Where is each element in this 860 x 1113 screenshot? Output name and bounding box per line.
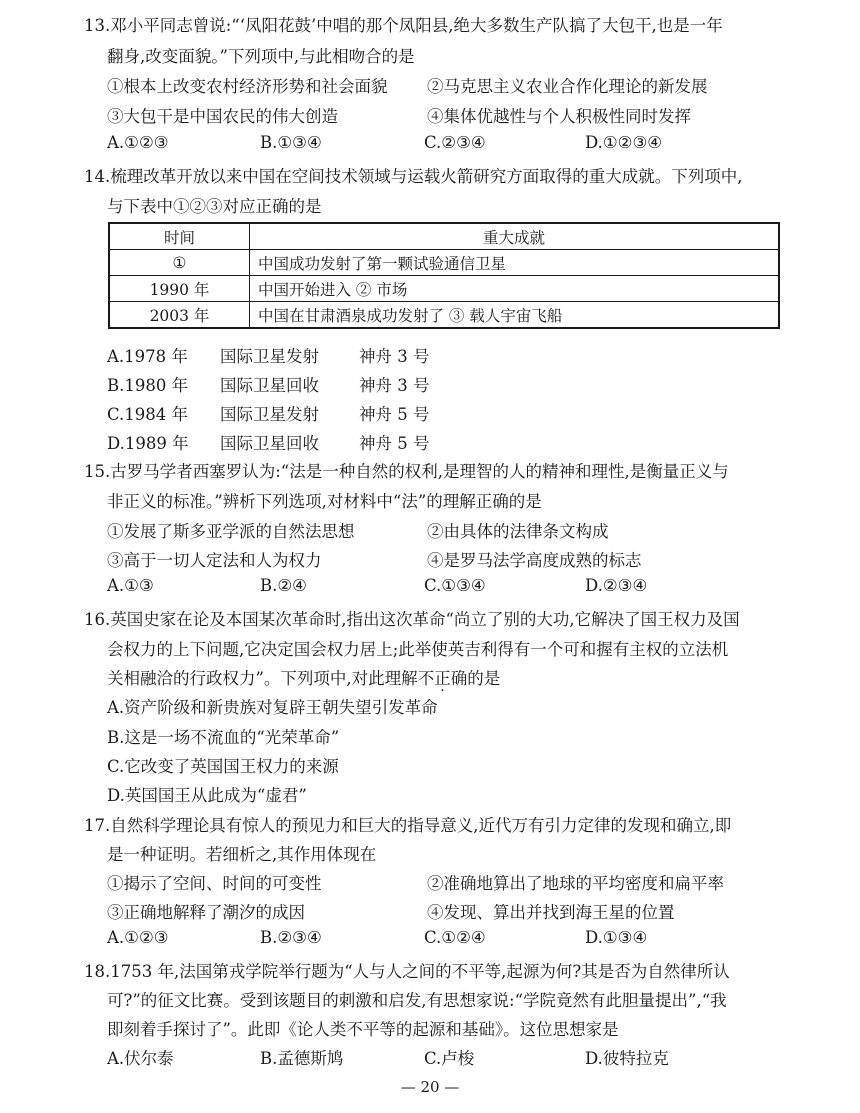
q15-stem-line1: 15.古罗马学者西塞罗认为:“法是一种自然的权利,是理智的人的精神和理性,是衡量正义与	[84, 462, 729, 481]
q17-option-c: C.①②④	[424, 928, 486, 947]
q18-stem-line2: 可?”的征文比赛。受到该题目的刺激和启发,有思想家说:“学院竟然有此胆量提出”,“我	[107, 991, 727, 1010]
table-row	[109, 302, 779, 329]
q14-option-spacecraft: 神舟 5 号	[359, 434, 430, 453]
q14-option-spacecraft: 神舟 5 号	[359, 405, 430, 424]
table-header-row	[109, 223, 779, 250]
table-cell-time: ①	[109, 250, 250, 276]
q15-choice-2: ②由具体的法律条文构成	[427, 522, 609, 541]
q13-option-d: D.①②③④	[585, 133, 663, 152]
q16-stem-text-end: 的是	[467, 669, 501, 688]
q13-stem-line2: 翻身,改变面貌。”下列项中,与此相吻合的是	[107, 47, 415, 66]
q17-choice-1: ①揭示了空间、时间的可变性	[107, 874, 322, 893]
q13-choice-2: ②马克思主义农业合作化理论的新发展	[427, 77, 708, 96]
table-cell-time: 1990 年	[109, 276, 250, 302]
q14-option-satellite: 国际卫星发射	[220, 347, 319, 366]
q17-option-d: D.①③④	[585, 928, 648, 947]
q13-choice-4: ④集体优越性与个人积极性同时发挥	[427, 107, 691, 126]
q16-stem-text: 关相融洽的行政权力”。下列项中,对此理解	[107, 669, 418, 688]
q18-option-c: C.卢梭	[424, 1049, 475, 1068]
achievement-table	[108, 222, 780, 329]
q13-stem-line1: 13.邓小平同志曾说:“‘凤阳花鼓’中唱的那个凤阳县,绝大多数生产队搞了大包干,也是一年	[84, 16, 723, 35]
q15-option-a: A.①③	[107, 576, 154, 595]
table-row	[109, 276, 779, 302]
page-number: — 20 —	[400, 1078, 460, 1096]
table-header-time: 时间	[109, 223, 250, 250]
q14-stem-line2: 与下表中①②③对应正确的是	[107, 197, 322, 216]
q15-option-c: C.①③④	[424, 576, 486, 595]
table-cell-achievement: 中国成功发射了第一颗试验通信卫星	[250, 250, 780, 276]
q17-choice-2: ②准确地算出了地球的平均密度和扁平率	[427, 874, 724, 893]
q13-choice-1: ①根本上改变农村经济形势和社会面貌	[107, 77, 388, 96]
q16-option-b: B.这是一场不流血的“光荣革命”	[107, 728, 340, 747]
q15-option-d: D.②③④	[585, 576, 648, 595]
q15-choice-3: ③高于一切人定法和人为权力	[107, 551, 322, 570]
q16-emphasis-not-correct: 不正确	[417, 669, 468, 688]
q14-option-year: D.1989 年	[107, 434, 189, 453]
q14-option-satellite: 国际卫星回收	[220, 376, 319, 395]
q17-stem-line1: 17.自然科学理论具有惊人的预见力和巨大的指导意义,近代万有引力定律的发现和确立,即	[84, 816, 732, 835]
q16-stem-line2: 会权力的上下问题,它决定国会权力居上;此举使英吉利得有一个可和握有主权的立法机	[107, 640, 729, 659]
q14-option-spacecraft: 神舟 3 号	[359, 376, 430, 395]
table-header-achievement: 重大成就	[250, 223, 780, 250]
table-cell-achievement: 中国在甘肃酒泉成功发射了 ③ 载人宇宙飞船	[250, 302, 780, 329]
table-cell-time: 2003 年	[109, 302, 250, 329]
q14-option-year: C.1984 年	[107, 405, 189, 424]
q17-option-b: B.②③④	[260, 928, 322, 947]
q16-option-d: D.英国国王从此成为“虚君”	[107, 786, 307, 805]
q13-option-a: A.①②③	[107, 133, 169, 152]
q17-choice-4: ④发现、算出并找到海王星的位置	[427, 903, 675, 922]
q16-option-c: C.它改变了英国国王权力的来源	[107, 757, 339, 776]
q15-choice-1: ①发展了斯多亚学派的自然法思想	[107, 522, 355, 541]
q16-stem-line1: 16.英国史家在论及本国某次革命时,指出这次革命“尚立了别的大功,它解决了国王权力及国	[84, 610, 740, 629]
q14-option-spacecraft: 神舟 3 号	[359, 347, 430, 366]
q18-stem-line1: 18.1753 年,法国第戎学院举行题为“人与人之间的不平等,起源为何?其是否为自然律所认	[84, 962, 730, 981]
q14-option-year: A.1978 年	[107, 347, 188, 366]
q13-option-b: B.①③④	[260, 133, 322, 152]
q14-option-year: B.1980 年	[107, 376, 189, 395]
q15-stem-line2: 非正义的标准。”辨析下列选项,对材料中“法”的理解正确的是	[107, 492, 542, 511]
q18-stem-line3: 即刻着手探讨了”。此即《论人类不平等的起源和基础》。这位思想家是	[107, 1020, 619, 1039]
q15-choice-4: ④是罗马法学高度成熟的标志	[427, 551, 642, 570]
q13-option-c: C.②③④	[424, 133, 486, 152]
q17-option-a: A.①②③	[107, 928, 169, 947]
q16-stem-line3	[107, 665, 500, 689]
q17-choice-3: ③正确地解释了潮汐的成因	[107, 903, 305, 922]
q18-option-b: B.孟德斯鸠	[260, 1049, 344, 1068]
q17-stem-line2: 是一种证明。若细析之,其作用体现在	[107, 845, 377, 864]
table-row	[109, 250, 779, 276]
q18-option-a: A.伏尔泰	[107, 1049, 174, 1068]
q14-option-satellite: 国际卫星回收	[220, 434, 319, 453]
q14-stem-line1: 14.梳理改革开放以来中国在空间技术领域与运载火箭研究方面取得的重大成就。下列项中,	[84, 167, 743, 186]
q14-option-satellite: 国际卫星发射	[220, 405, 319, 424]
q15-option-b: B.②④	[260, 576, 307, 595]
q13-choice-3: ③大包干是中国农民的伟大创造	[107, 107, 338, 126]
q16-option-a: A.资产阶级和新贵族对复辟王朝失望引发革命	[107, 698, 438, 717]
table-cell-achievement: 中国开始进入 ② 市场	[250, 276, 780, 302]
q18-option-d: D.彼特拉克	[585, 1049, 669, 1068]
